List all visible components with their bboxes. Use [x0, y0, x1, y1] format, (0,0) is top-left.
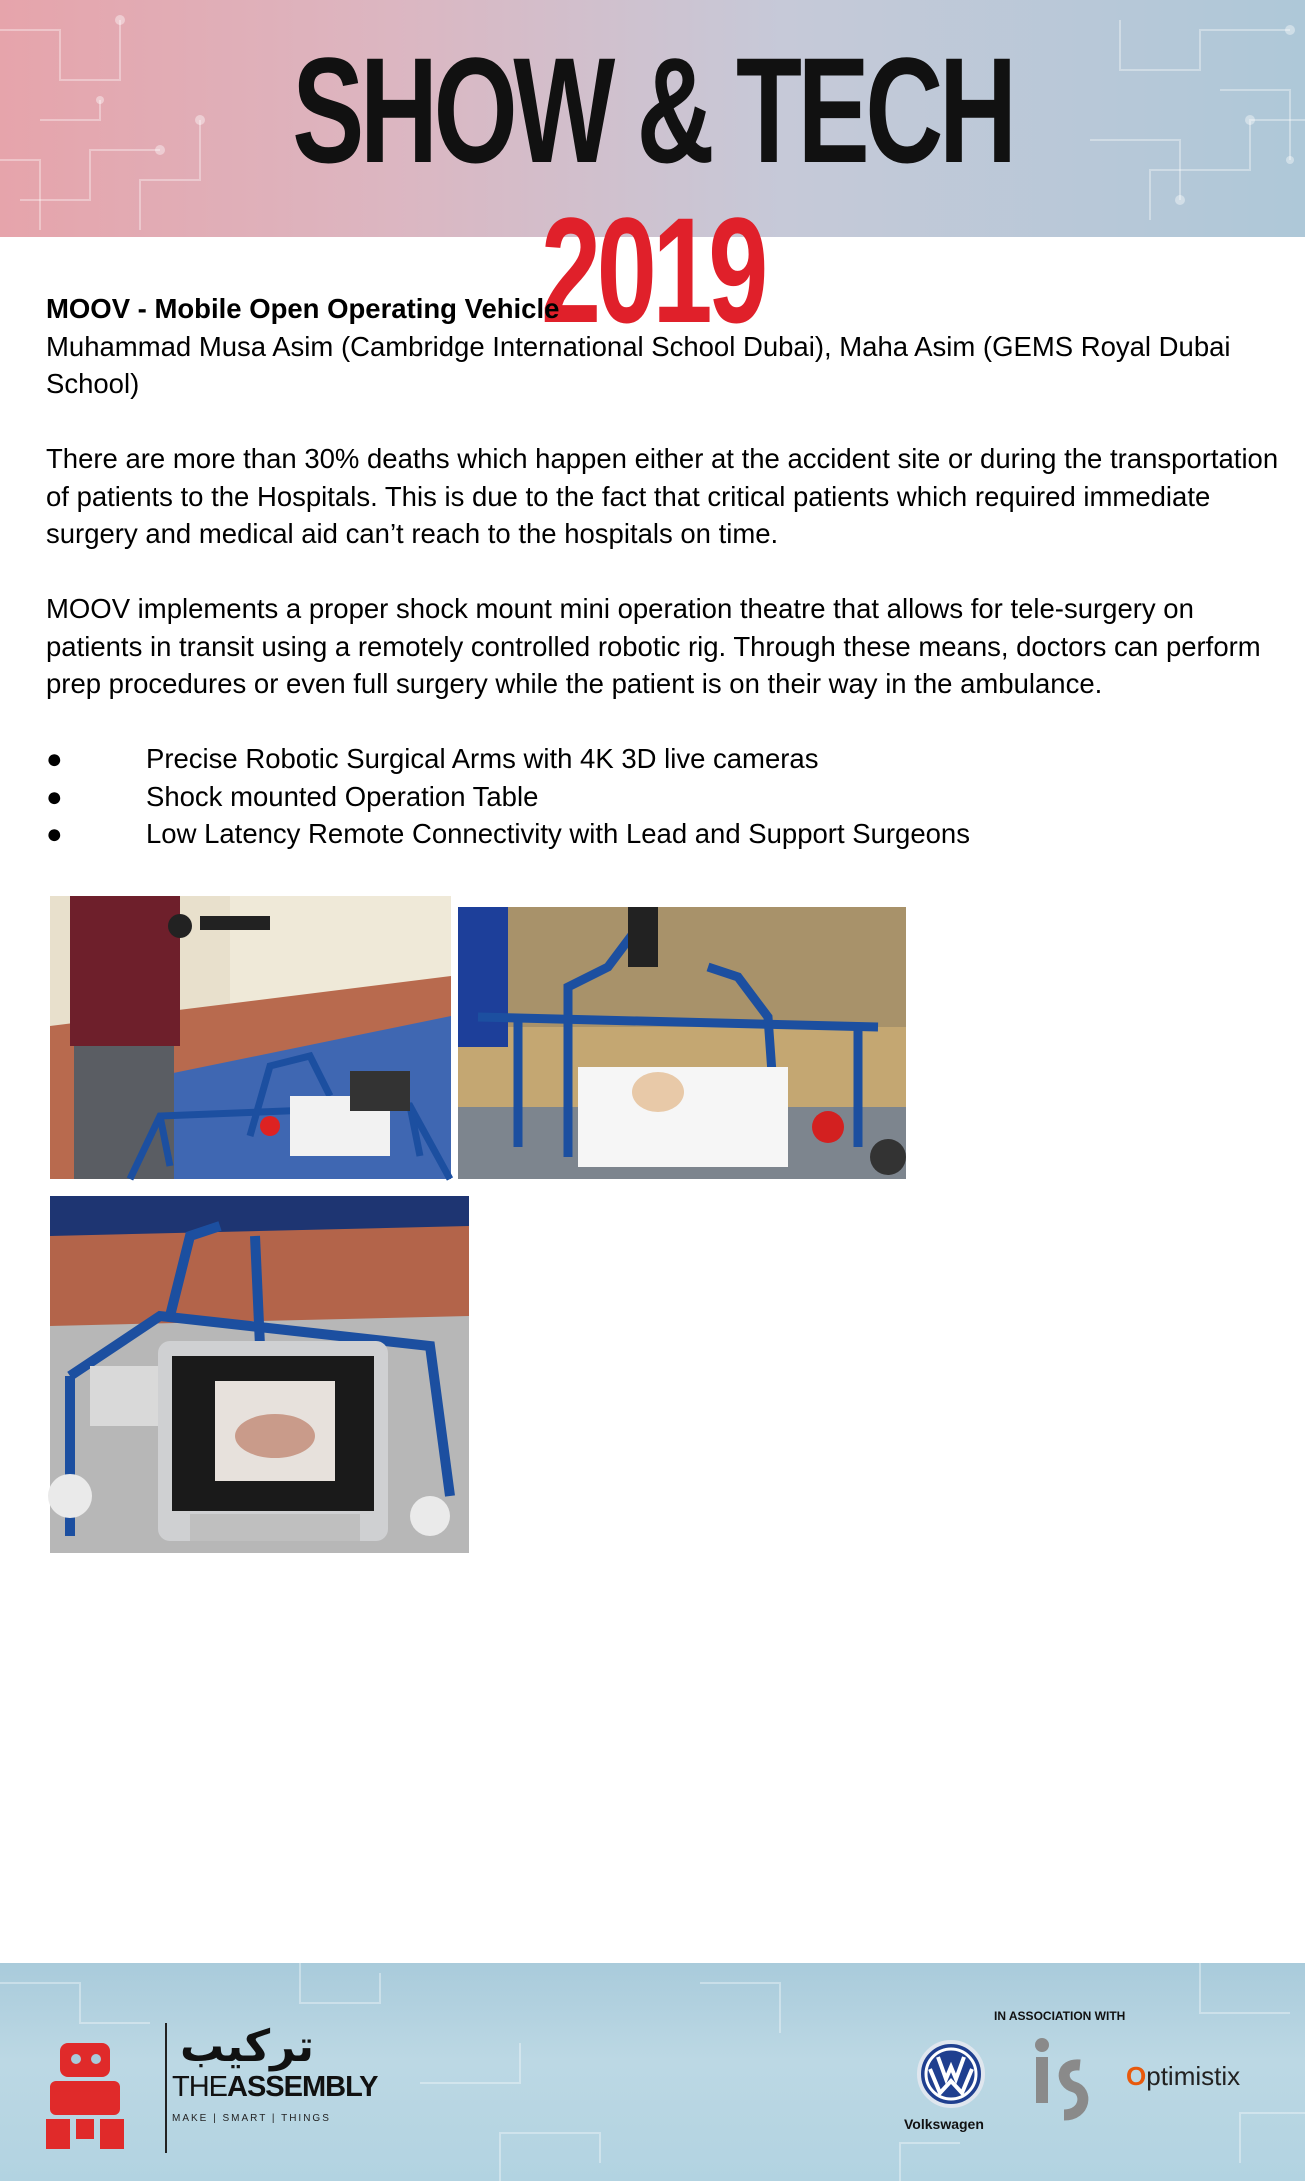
event-year: 2019	[541, 186, 764, 354]
optimistix-logo	[1126, 2061, 1240, 2092]
bullet-icon: ●	[46, 780, 63, 812]
is-logo-icon	[1030, 2035, 1090, 2127]
project-content	[46, 290, 1296, 853]
event-title-main: SHOW & TECH	[292, 26, 1013, 194]
optimistix-o: O	[1126, 2061, 1147, 2091]
photo-operator-with-rig	[50, 896, 451, 1179]
list-item	[46, 778, 1296, 816]
assembly-arabic-name: تركيب	[180, 2021, 315, 2072]
association-label: IN ASSOCIATION WITH	[994, 2009, 1126, 2023]
list-item	[46, 740, 1296, 778]
volkswagen-logo-icon	[916, 2039, 986, 2109]
feature-list	[46, 740, 1296, 853]
feature-text: Shock mounted Operation Table	[146, 780, 539, 812]
project-paragraph-2: MOOV implements a proper shock mount mini operation theatre that allows for tele-surgery on patients in transit using a remotely controlled robotic rig. Through these means, doctors can perform prep procedures or even full surgery while the patient is on their way in the ambulance.	[46, 593, 1261, 699]
footer-banner	[0, 1963, 1305, 2181]
assembly-prefix: THE	[172, 2071, 227, 2103]
feature-text: Precise Robotic Surgical Arms with 4K 3D live cameras	[146, 743, 819, 774]
bullet-icon: ●	[46, 818, 63, 849]
volkswagen-label: Volkswagen	[904, 2116, 984, 2132]
optimistix-text: ptimistix	[1146, 2061, 1241, 2091]
assembly-bold: ASSEMBLY	[227, 2071, 378, 2103]
project-title: MOOV - Mobile Open Operating Vehicle	[46, 293, 560, 324]
assembly-tagline: MAKE | SMART | THINGS	[172, 2113, 331, 2124]
project-paragraph-1: There are more than 30% deaths which happen either at the accident site or during the transportation of patients to the Hospitals. This is due to the fact that critical patients which required immediate surgery and medical aid can’t reach to the hospitals on time.	[46, 443, 1279, 549]
feature-text: Low Latency Remote Connectivity with Lead and Support Surgeons	[146, 818, 970, 849]
bullet-icon: ●	[46, 743, 63, 774]
list-item	[46, 815, 1296, 853]
assembly-name	[172, 2071, 377, 2104]
project-authors: Muhammad Musa Asim (Cambridge International School Dubai), Maha Asim (GEMS Royal Dubai School)	[46, 330, 1231, 399]
photo-robotic-arms	[458, 907, 906, 1179]
photo-laptop-view	[50, 1196, 469, 1553]
